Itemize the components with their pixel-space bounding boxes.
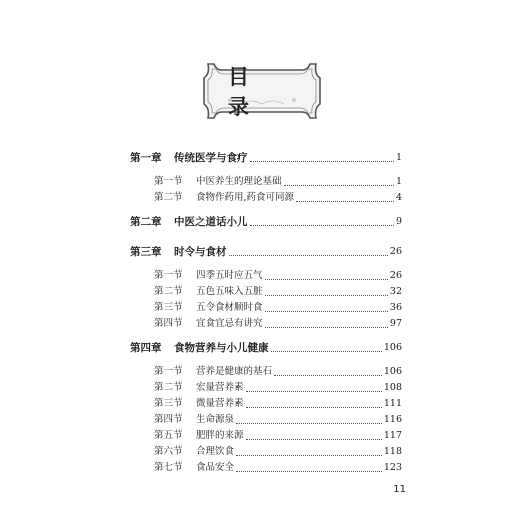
toc-entry-number: 第三节 (154, 398, 183, 409)
toc-entry-number: 第一节 (154, 366, 183, 377)
toc-section-row[interactable] (130, 268, 402, 284)
dot-leader (246, 406, 382, 408)
toc-page-number: 106 (383, 366, 402, 377)
toc-entry-title: 时令与食材 (174, 246, 227, 258)
toc-page-number: 123 (383, 462, 402, 473)
toc-section-row[interactable] (130, 284, 402, 300)
toc-page-number: 9 (395, 216, 402, 227)
toc-entry-title: 合理饮食 (196, 446, 235, 457)
dot-leader (236, 454, 382, 456)
toc-chapter-row[interactable] (130, 244, 402, 260)
toc-entry-number: 第三节 (154, 302, 183, 313)
toc-section-row[interactable] (130, 412, 402, 428)
toc-entry-title: 四季五时应五气 (196, 270, 263, 281)
toc-section-row[interactable] (130, 190, 402, 206)
toc-entry-number: 第一节 (154, 270, 183, 281)
toc-section-row[interactable] (130, 364, 402, 380)
dot-leader (296, 200, 394, 202)
toc-page-number: 26 (389, 246, 402, 257)
toc-section-row[interactable] (130, 460, 402, 476)
toc-page-number: 1 (395, 152, 402, 163)
toc-entry-number: 第七节 (154, 462, 183, 473)
dot-leader (265, 310, 388, 312)
toc-entry-title: 生命源泉 (196, 414, 235, 425)
toc-entry-number: 第二节 (154, 286, 183, 297)
toc-entry-number: 第四章 (130, 342, 162, 354)
page-number: 11 (393, 484, 406, 495)
toc-entry-number: 第六节 (154, 446, 183, 457)
toc-entry-title: 五色五味入五脏 (196, 286, 263, 297)
dot-leader (246, 390, 382, 392)
toc-page-number: 111 (383, 398, 402, 409)
toc-page-number: 117 (383, 430, 402, 441)
dot-leader (271, 350, 382, 352)
toc-chapter-row[interactable] (130, 214, 402, 230)
toc-entry-number: 第四节 (154, 318, 183, 329)
toc-entry-title: 宏量营养素 (196, 382, 244, 393)
toc-entry-number: 第一节 (154, 176, 183, 187)
toc-page-number: 36 (389, 302, 402, 313)
toc-entry-title: 五令食材顺时食 (196, 302, 263, 313)
toc-entry-number: 第四节 (154, 414, 183, 425)
toc-entry-number: 第二节 (154, 192, 183, 203)
toc-chapter-row[interactable] (130, 340, 402, 356)
dot-leader (246, 438, 382, 440)
toc-entry-title: 传统医学与食疗 (174, 152, 248, 164)
toc-entry-number: 第二章 (130, 216, 162, 228)
toc-entry-number: 第三章 (130, 246, 162, 258)
dot-leader (265, 294, 388, 296)
dot-leader (265, 278, 388, 280)
dot-leader (274, 374, 382, 376)
page-title: 目 录 (228, 64, 263, 119)
toc-page-number: 32 (389, 286, 402, 297)
dot-leader (284, 184, 394, 186)
dot-leader (236, 422, 382, 424)
dot-leader (250, 160, 394, 162)
toc-section-row[interactable] (130, 444, 402, 460)
toc-entry-number: 第五节 (154, 430, 183, 441)
toc-page-number: 97 (389, 318, 402, 329)
toc-entry-title: 营养是健康的基石 (196, 366, 273, 377)
toc-entry-number: 第二节 (154, 382, 183, 393)
toc-entry-title: 食物营养与小儿健康 (174, 342, 269, 354)
toc-entry-title: 中医养生的理论基础 (196, 176, 282, 187)
toc-section-row[interactable] (130, 316, 402, 332)
toc-page-number: 4 (395, 192, 402, 203)
toc-page-number: 1 (395, 176, 402, 187)
toc-page-number: 116 (383, 414, 402, 425)
toc-entry-title: 微量营养素 (196, 398, 244, 409)
dot-leader (229, 254, 388, 256)
toc-section-row[interactable] (130, 428, 402, 444)
toc-entry-title: 宜食宜忌有讲究 (196, 318, 263, 329)
toc-page-number: 108 (383, 382, 402, 393)
toc-chapter-row[interactable] (130, 150, 402, 166)
toc-section-row[interactable] (130, 300, 402, 316)
toc-entry-title: 食物作药用,药食可同源 (196, 192, 295, 203)
toc-section-row[interactable] (130, 380, 402, 396)
toc-section-row[interactable] (130, 396, 402, 412)
title-banner (214, 64, 310, 119)
toc-section-row[interactable] (130, 174, 402, 190)
toc-entry-title: 中医之道话小儿 (174, 216, 248, 228)
toc-entry-title: 食品安全 (196, 462, 235, 473)
toc-entry-title: 肥胖的来源 (196, 430, 244, 441)
toc-entry-number: 第一章 (130, 152, 162, 164)
dot-leader (250, 224, 394, 226)
toc-page-number: 106 (383, 342, 402, 353)
toc-page-number: 118 (383, 446, 402, 457)
dot-leader (236, 470, 382, 472)
dot-leader (265, 326, 388, 328)
toc-page-number: 26 (389, 270, 402, 281)
